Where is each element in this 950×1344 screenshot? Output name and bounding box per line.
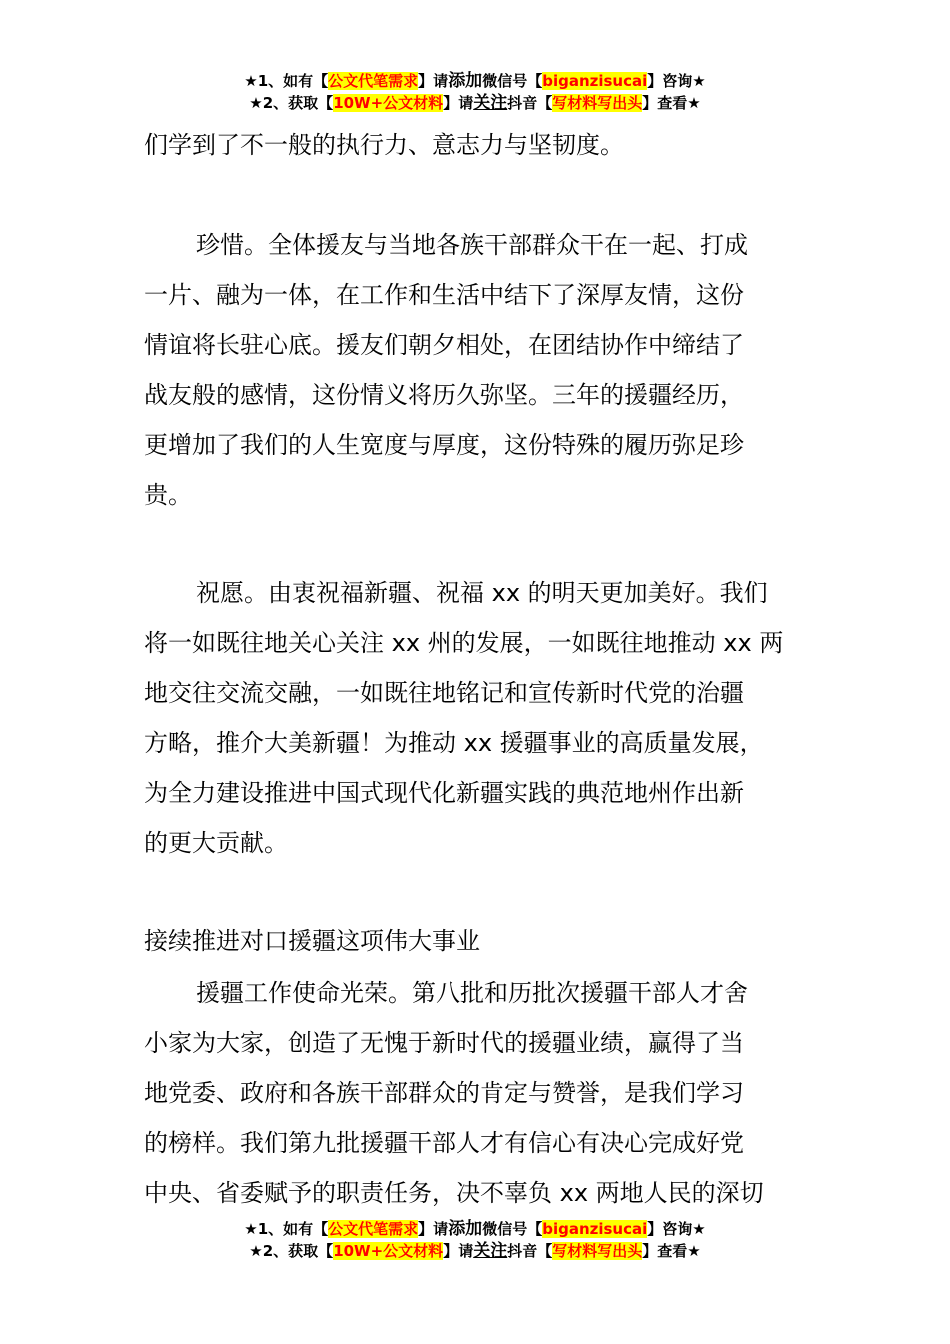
banner-highlight: biganzisucai <box>542 72 648 90</box>
banner-highlight: biganzisucai <box>542 1220 648 1238</box>
text-line: 小家为大家，创造了无愧于新时代的援疆业绩，赢得了当 <box>144 1029 744 1057</box>
banner-text: 】查看★ <box>642 94 701 112</box>
text-line: 地交往交流交融，一如既往地铭记和宣传新时代党的治疆 <box>144 679 744 707</box>
text-line: 战友般的感情，这份情义将历久弥坚。三年的援疆经历， <box>144 381 744 409</box>
banner-line-1 <box>0 1218 950 1240</box>
banner-emphasis: 关注 <box>473 1241 508 1261</box>
banner-text: 】查看★ <box>642 1242 701 1260</box>
text-line: 更增加了我们的人生宽度与厚度，这份特殊的履历弥足珍 <box>144 431 744 459</box>
banner-line-1 <box>0 70 950 92</box>
paragraph-cherish <box>144 220 808 520</box>
text-line: 祝愿。由衷祝福新疆、祝福 xx 的明天更加美好。我们 <box>196 579 768 607</box>
text-line: 中央、省委赋予的职责任务，决不辜负 xx 两地人民的深切 <box>144 1179 764 1207</box>
banner-line-2 <box>0 92 950 114</box>
text-line: 将一如既往地关心关注 xx 州的发展，一如既往地推动 xx 两 <box>144 629 784 657</box>
banner-highlight: 10W+公文材料 <box>333 94 444 112</box>
text-line: 一片、融为一体，在工作和生活中结下了深厚友情，这份 <box>144 281 744 309</box>
banner-text: ★1、如有【 <box>244 72 329 90</box>
top-banner <box>0 70 950 114</box>
banner-emphasis: 关注 <box>473 93 508 113</box>
text-line: 为全力建设推进中国式现代化新疆实践的典范地州作出新 <box>144 779 744 807</box>
banner-text: 】请 <box>443 1242 474 1260</box>
paragraph-mission <box>144 968 808 1218</box>
banner-text: ★2、获取【 <box>249 1242 334 1260</box>
text-line: 珍惜。全体援友与当地各族干部群众干在一起、打成 <box>196 231 748 259</box>
text-line: 地党委、政府和各族干部群众的肯定与赞誉，是我们学习 <box>144 1079 744 1107</box>
banner-highlight: 写材料写出头 <box>552 94 643 112</box>
banner-text: 抖音【 <box>507 1242 553 1260</box>
text-line: 们学到了不一般的执行力、意志力与坚韧度。 <box>144 131 624 159</box>
text-line: 的更大贡献。 <box>144 829 288 857</box>
banner-highlight: 公文代笔需求 <box>328 72 419 90</box>
paragraph-wish <box>144 568 808 868</box>
section-heading <box>144 916 808 966</box>
banner-emphasis: 添加 <box>448 1219 483 1239</box>
text-line: 贵。 <box>144 481 192 509</box>
text-line: 情谊将长驻心底。援友们朝夕相处，在团结协作中缔结了 <box>144 331 744 359</box>
banner-text: 】请 <box>418 1220 449 1238</box>
banner-emphasis: 添加 <box>448 71 483 91</box>
banner-highlight: 10W+公文材料 <box>333 1242 444 1260</box>
banner-text: 抖音【 <box>507 94 553 112</box>
heading-text: 接续推进对口援疆这项伟大事业 <box>144 927 480 955</box>
banner-text: 微信号【 <box>482 1220 543 1238</box>
banner-highlight: 写材料写出头 <box>552 1242 643 1260</box>
banner-highlight: 公文代笔需求 <box>328 1220 419 1238</box>
banner-text: 】请 <box>443 94 474 112</box>
text-line: 的榜样。我们第九批援疆干部人才有信心有决心完成好党 <box>144 1129 744 1157</box>
banner-text: 】咨询★ <box>647 72 706 90</box>
text-line: 援疆工作使命光荣。第八批和历批次援疆干部人才舍 <box>196 979 748 1007</box>
bottom-banner <box>0 1218 950 1262</box>
banner-text: ★2、获取【 <box>249 94 334 112</box>
banner-text: ★1、如有【 <box>244 1220 329 1238</box>
banner-text: 微信号【 <box>482 72 543 90</box>
banner-line-2 <box>0 1240 950 1262</box>
paragraph-continuation <box>144 120 808 170</box>
banner-text: 】咨询★ <box>647 1220 706 1238</box>
text-line: 方略，推介大美新疆！为推动 xx 援疆事业的高质量发展， <box>144 729 764 757</box>
banner-text: 】请 <box>418 72 449 90</box>
